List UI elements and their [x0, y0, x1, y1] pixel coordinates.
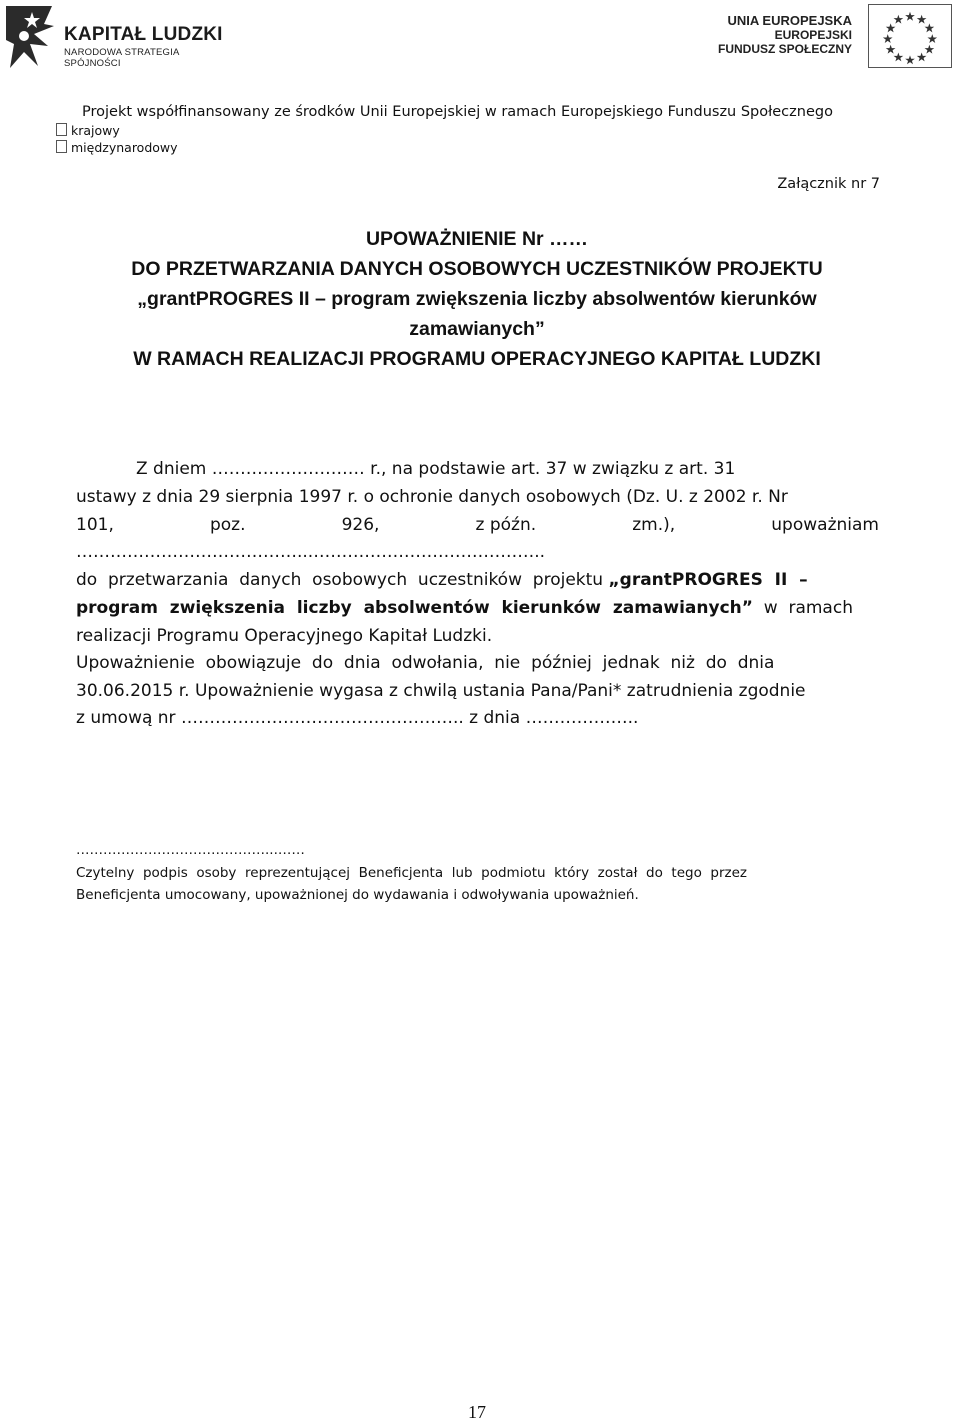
option-national — [56, 123, 120, 138]
signature-caption-line-2: Beneficjenta umocowany, upoważnionej do wydawania i odwoływania upoważnień. — [76, 887, 639, 903]
kapital-ludzki-logo — [4, 4, 224, 72]
body-line-5 — [76, 569, 879, 591]
title-line-3: „grantPROGRES II – program zwiększenia liczby absolwentów kierunków — [137, 288, 817, 310]
title-line-5: W RAMACH REALIZACJI PROGRAMU OPERACYJNEGO KAPITAŁ LUDZKI — [133, 348, 821, 370]
title-line-2: DO PRZETWARZANIA DANYCH OSOBOWYCH UCZESTNIKÓW PROJEKTU — [131, 258, 823, 280]
body-line-3-word: upoważniam — [771, 515, 879, 535]
body-line-6 — [76, 597, 879, 619]
body-line-1: Z dniem ……………………… r., na podstawie art. 37 w związku z art. 31 — [136, 459, 736, 479]
title-line-1: UPOWAŻNIENIE Nr …… — [365, 228, 589, 250]
body-line-9: 30.06.2015 r. Upoważnienie wygasa z chwilą ustania Pana/Pani* zatrudnienia zgodnie — [76, 681, 806, 701]
checkbox-icon — [56, 123, 67, 136]
kapital-ludzki-title: KAPITAŁ LUDZKI — [64, 24, 223, 45]
body-line-3 — [76, 514, 879, 536]
body-line-8: Upoważnienie obowiązuje do dnia odwołania, nie później jednak niż do dnia — [76, 653, 775, 673]
body-line-6-text: w ramach — [752, 598, 853, 618]
project-name-part-1: „grantPROGRES II – — [608, 570, 808, 590]
option-national-label: krajowy — [71, 123, 120, 138]
checkbox-icon — [56, 140, 67, 153]
title-line-4: zamawianych” — [409, 318, 545, 340]
eu-logo — [692, 2, 952, 70]
body-line-2: ustawy z dnia 29 sierpnia 1997 r. o ochronie danych osobowych (Dz. U. z 2002 r. Nr — [76, 487, 788, 507]
page-number: 17 — [468, 1402, 486, 1422]
body-line-4: …………………………………...………………………………….. — [76, 542, 546, 562]
eu-line3: FUNDUSZ SPOŁECZNY — [717, 42, 852, 56]
kapital-ludzki-subtitle: NARODOWA STRATEGIA SPÓJNOŚCI — [64, 47, 179, 69]
body-line-3-word: zm.), — [632, 515, 676, 535]
signature-dots: ……………………………………...…… — [76, 842, 305, 858]
eu-flag-icon — [868, 4, 952, 68]
kapital-ludzki-emblem-icon — [4, 4, 60, 70]
option-international — [56, 140, 178, 155]
body-line-5-text: do przetwarzania danych osobowych uczestników projektu — [76, 570, 609, 590]
body-line-3-word: poz. — [209, 515, 246, 535]
body-line-10: z umową nr ………………………………………….. z dnia ……………….. — [76, 708, 639, 728]
signature-caption-line-1: Czytelny podpis osoby reprezentującej Beneficjenta lub podmiotu który został do tego przez — [76, 865, 748, 881]
cofinanced-statement: Projekt współfinansowany ze środków Unii Europejskiej w ramach Europejskiego Funduszu Społecznego — [82, 104, 833, 120]
eu-line2: EUROPEJSKI — [774, 28, 852, 42]
body-line-3-word: z późn. — [475, 515, 537, 535]
eu-logo-text — [718, 13, 852, 56]
body-line-3-word: 101, — [76, 515, 114, 535]
eu-line1: UNIA EUROPEJSKA — [727, 13, 852, 28]
project-name-part-2: program zwiększenia liczby absolwentów kierunków zamawianych” — [76, 598, 753, 618]
body-line-3-word: 926, — [341, 515, 380, 535]
body-line-7: realizacji Programu Operacyjnego Kapitał Ludzki. — [76, 626, 493, 646]
annex-label: Załącznik nr 7 — [777, 176, 880, 192]
option-international-label: międzynarodowy — [71, 140, 178, 155]
